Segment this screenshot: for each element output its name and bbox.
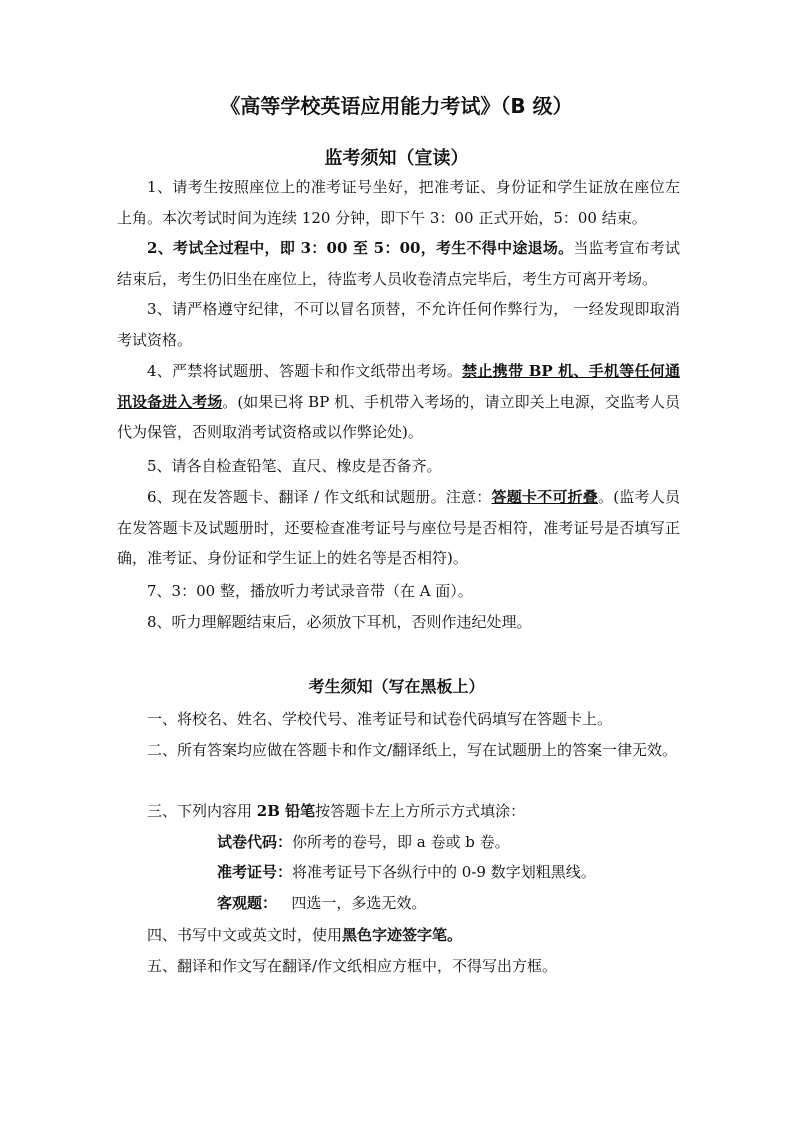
candidate-item-1: 一、将校名、姓名、学校代号、准考证号和试卷代码填写在答题卡上。	[147, 710, 613, 728]
proctor-item-7: 7、3：00 整，播放听力考试录音带（在 A 面）。	[147, 582, 473, 600]
proctor-item-4-text: 4、严禁将试题册、答题卡和作文纸带出考场。	[147, 362, 463, 380]
candidate-sub-admission-no	[217, 857, 680, 887]
proctor-item-2-bold: 2、考试全过程中，即 3：00 至 5：00，考生不得中途退场。	[147, 239, 574, 257]
document-title: 《高等学校英语应用能力考试》（B 级）	[220, 94, 573, 118]
candidate-item-3-pencil: 2B 铅笔	[256, 802, 316, 820]
paper-code-text: 你所考的卷号，即 a 卷或 b 卷。	[292, 833, 510, 851]
objective-label: 客观题：	[217, 894, 278, 912]
objective-text: 四选一，多选无效。	[277, 894, 427, 912]
proctor-item-6	[117, 482, 680, 574]
proctor-item-5: 5、请各自检查铅笔、直尺、橡皮是否备齐。	[147, 457, 442, 475]
proctor-item-2	[117, 233, 680, 294]
candidate-sub-objective	[217, 888, 680, 918]
paper-code-label: 试卷代码：	[217, 833, 293, 851]
proctor-item-8: 8、听力理解题结束后，必须放下耳机，否则作违纪处理。	[147, 613, 532, 631]
proctor-item-6-emphasis: 答题卡不可折叠	[491, 488, 599, 506]
proctor-item-2-text: 当监考宣布考试结束后，考生仍旧坐在座位上，待监考人员收卷清点完毕后，考生方可离开考场。	[117, 239, 680, 288]
proctor-item-6-text: 6、现在发答题卡、翻译 / 作文纸和试题册。注意：	[147, 488, 492, 506]
proctor-item-1: 1、请考生按照座位上的准考证号坐好，把准考证、身份证和学生证放在座位左上角。本次考试时间为连续 120 分钟，即下午 3：00 正式开始，5：00 结束。	[117, 178, 680, 227]
proctor-notice-heading: 监考须知（宣读）	[324, 148, 469, 169]
candidate-item-4-text: 四、书写中文或英文时，使用	[147, 926, 343, 944]
admission-no-text: 将准考证号下各纵行中的 0-9 数字划粗黑线。	[292, 863, 596, 881]
candidate-item-3	[147, 796, 680, 826]
proctor-item-3: 3、请严格遵守纪律，不可以冒名顶替，不允许任何作弊行为， 一经发现即取消考试资格。	[117, 300, 680, 349]
admission-no-label: 准考证号：	[217, 863, 293, 881]
proctor-item-4-emphasis: 禁止携带 BP 机、手机等任何通讯设备进入考场	[117, 362, 681, 411]
candidate-item-3-rest: 按答题卡左上方所示方式填涂：	[315, 802, 526, 820]
candidate-item-3-text: 三、下列内容用	[147, 802, 257, 820]
candidate-item-4-pen: 黑色字迹签字笔。	[342, 926, 463, 944]
candidate-item-2: 二、所有答案均应做在答题卡和作文/翻译纸上，写在试题册上的答案一律无效。	[147, 741, 678, 759]
proctor-item-4-note: 。(如果已将 BP 机、手机带入考场的，请立即关上电源，交监考人员代为保管，否则取消考试资格或以作弊论处)。	[117, 392, 680, 441]
proctor-item-4	[117, 356, 680, 448]
candidate-sub-paper-code	[217, 827, 680, 857]
candidate-notice-heading: 考生须知（写在黑板上）	[308, 677, 485, 696]
candidate-item-5: 五、翻译和作文写在翻译/作文纸相应方框中，不得写出方框。	[147, 957, 558, 975]
proctor-item-6-note: 。(监考人员在发答题卡及试题册时，还要检查准考证号与座位号是否相符，准考证号是否填写正确，准考证、身份证和学生证上的姓名等是否相符)。	[117, 488, 680, 567]
candidate-item-4	[147, 920, 680, 950]
